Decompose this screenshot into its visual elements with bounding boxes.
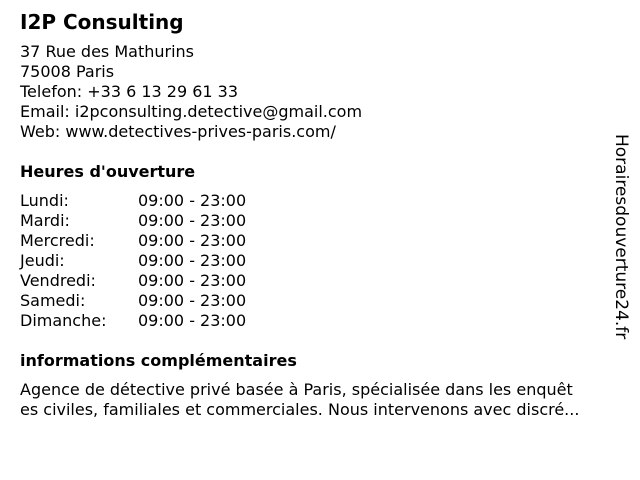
website: Web: www.detectives-prives-paris.com/ [20,122,336,141]
hours-row-tuesday [20,211,620,231]
day-label: Dimanche: [20,311,107,330]
phone-number: Telefon: +33 6 13 29 61 33 [20,82,239,101]
hours-row-monday [20,191,620,211]
description-line: Agence de détective privé basée à Paris, spécialisée dans les enquêt [20,380,573,399]
day-label: Mercredi: [20,231,95,250]
time-range: 09:00 - 23:00 [138,231,247,250]
email-address: Email: i2pconsulting.detective@gmail.com [20,102,363,121]
time-range: 09:00 - 23:00 [138,271,247,290]
business-name: I2P Consulting [20,10,184,34]
address-street: 37 Rue des Mathurins [20,42,194,61]
additional-info-text [20,380,632,420]
hours-row-friday [20,271,620,291]
day-label: Jeudi: [20,251,65,270]
hours-row-saturday [20,291,620,311]
opening-hours-heading: Heures d'ouverture [20,162,196,181]
watermark-text: Horairesdouverture24.fr [611,134,631,340]
additional-info-heading: informations complémentaires [20,351,297,370]
time-range: 09:00 - 23:00 [138,251,247,270]
address-city: 75008 Paris [20,62,115,81]
business-card [20,8,620,420]
time-range: 09:00 - 23:00 [138,211,247,230]
hours-row-wednesday [20,231,620,251]
time-range: 09:00 - 23:00 [138,291,247,310]
day-label: Vendredi: [20,271,96,290]
hours-row-thursday [20,251,620,271]
description-line: es civiles, familiales et commerciales. Nous intervenons avec discré... [20,400,580,419]
site-watermark [612,134,632,370]
time-range: 09:00 - 23:00 [138,191,247,210]
opening-hours-table [20,191,620,331]
time-range: 09:00 - 23:00 [138,311,247,330]
hours-row-sunday [20,311,620,331]
day-label: Samedi: [20,291,86,310]
day-label: Lundi: [20,191,69,210]
day-label: Mardi: [20,211,70,230]
